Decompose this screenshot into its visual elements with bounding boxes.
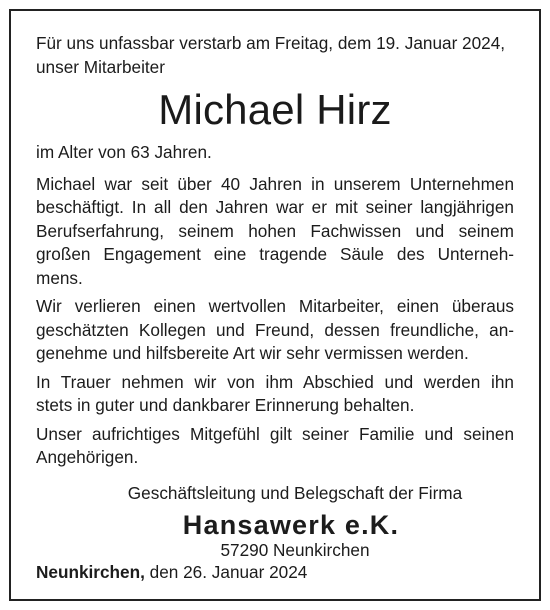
- deceased-name: Michael Hirz: [158, 86, 392, 133]
- paragraph-line: Michael war seit über 40 Jahren in unserem Unternehmen: [36, 173, 514, 194]
- age-line: im Alter von 63 Jahren.: [36, 142, 212, 162]
- paragraph-line: Angehörigen.: [36, 447, 139, 467]
- notice-content: [36, 32, 514, 563]
- company-name: Hansawerk e.K.: [182, 510, 400, 540]
- footer-date: den 26. Januar 2024: [149, 562, 308, 582]
- intro-line-1: Für uns unfassbar verstarb am Freitag, dem 19. Januar 2024,: [36, 33, 506, 53]
- paragraph-condolence: [36, 423, 514, 470]
- paragraph-line: stets in guter und dankbarer Erinnerung behalten.: [36, 395, 415, 415]
- paragraph-line: In Trauer nehmen wir von ihm Abschied und werden ihn: [36, 371, 514, 392]
- footer-city: Neunkirchen,: [36, 562, 145, 582]
- paragraph-loss: [36, 295, 514, 366]
- signature-line: Geschäftsleitung und Belegschaft der Firma: [127, 482, 463, 503]
- footer-place-date: [36, 562, 307, 583]
- paragraph-farewell: [36, 371, 514, 418]
- paragraph-line: mens.: [36, 267, 83, 288]
- paragraph-line: großen Engagement eine tragende Säule des Unterneh-: [36, 244, 514, 264]
- paragraph-line: Wir verlieren einen wertvollen Mitarbeiter, einen überaus: [36, 296, 514, 316]
- paragraph-line: beschäftigt. In all den Jahren war er mit seiner langjährigen: [36, 197, 514, 217]
- paragraph-line: Berufserfahrung, seinem hohen Fachwissen und seinem: [36, 220, 514, 241]
- intro-text: [36, 32, 514, 79]
- paragraph-line: geschätzten Kollegen und Freund, dessen freundliche, an-: [36, 319, 514, 340]
- paragraph-career: [36, 173, 514, 291]
- signature-block: [76, 482, 514, 563]
- paragraph-line: Unser aufrichtiges Mitgefühl gilt seiner Familie und seinen: [36, 423, 514, 444]
- paragraph-line: genehme und hilfsbereite Art wir sehr vermissen werden.: [36, 343, 469, 363]
- company-location: 57290 Neunkirchen: [220, 540, 370, 560]
- intro-line-2: unser Mitarbeiter: [36, 56, 165, 77]
